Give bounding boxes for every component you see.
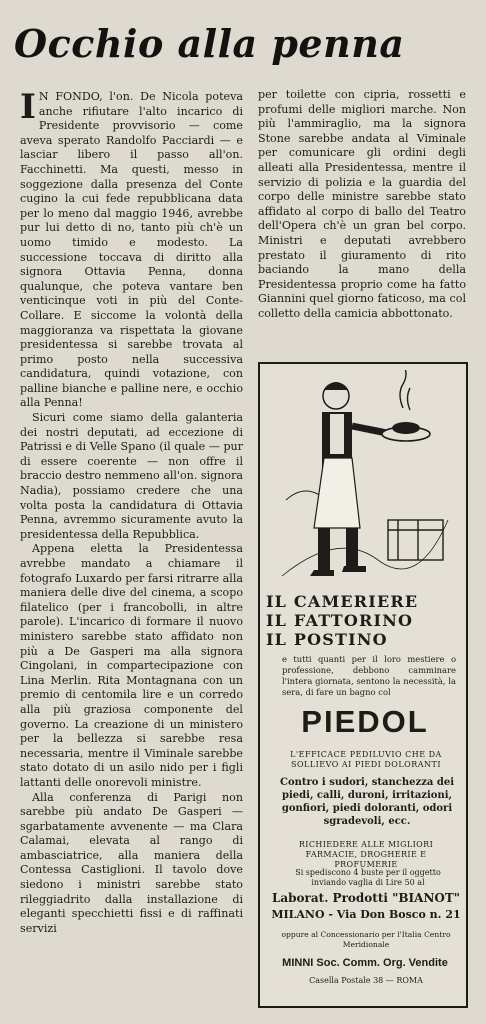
paragraph-4: Alla conferenza di Parigi non sarebbe più andato De Gasperi — sgarbatamente avvenente — ma Clara Calamai, elevata al rango di ambasciatrice, alla maniera della Contessa Castiglioni. Il tavolo dove siedono i ministri sarebbe stato rileggiadrito dalla installazione di eleganti specchietti fissi e di raffinati servizi	[20, 790, 243, 935]
paragraph-3: Appena eletta la Presidentessa avrebbe mandato a chiamare il fotografo Luxardo per farsi ritrarre alla maniera delle dive del cinema, a scopo filatelico (per i francobolli, in altre parole). L'incarico di formare il nuovo ministero sarebbe stato affidato non più a De Gasperi ma alla signora Cingolani, in compartecipazione con Lina Merlin. Rita Montagnana con un premio di centomila lire e un corredo alla più graziosa componente del governo. La creazione di un ministero per la bellezza si sarebbe resa necessaria, mentre il Viminale sarebbe stato dotato di un asilo nido per i figli lattanti delle onorevoli ministre.	[20, 542, 243, 789]
ad-company-name: MINNI Soc. Comm. Org. Vendite	[282, 957, 448, 969]
paragraph-continued: per toilette con cipria, rossetti e profumi delle migliori marche. Non più l'ammiraglio, ma la signora Stone sarebbe andata al Viminale per comunicare gli ordini degli alleati alla Presidentessa, mentre il servizio di polizia e la guardia del corpo delle ministre sarebbe stato affidato al corpo di ballo del Teatro dell'Opera ch'è un gran bel corpo. Ministri e deputati avrebbero prestato il giuramento di rito baciando la mano della Presidentessa proprio come ha fatto Giannini quel giorno faticoso, ma col colletto della camicia abbottonato.	[258, 88, 466, 320]
paragraph-1	[20, 87, 243, 411]
paragraph-1-text: N FONDO, l'on. De Nicola poteva anche rifiutare l'alto incarico di Presidente provvisorio — come aveva sperato Randolfo Pacciardi — e lasciar libero il passo all'on. Facchinetti. Ma questi, messo in soggezione dalla presenza del Conte cugino la cui fede repubblicana data per lo meno dal maggio 1946, avrebbe pur lui detto di no, tanto più ch'è un uomo timido e modesto. La successione toccava di diritto alla signora Ottavia Penna, donna qualunque, che poteva vantare ben venticinque voti in più del Conte-Collare. E siccome la volontà della maggioranza va rispettata la giovane presidentessa si sarebbe trovata al primo posto nella successiva candidatura, quindi votazione, con palline bianche e palline nere, e occhio alla Penna!	[20, 90, 243, 410]
ad-concessionaire: oppure al Concessionario per l'Italia Centro Meridionale	[281, 930, 451, 949]
paragraph-2: Sicuri come siamo della galanteria dei nostri deputati, ad eccezione di Patrissi e di Velle Spano (il quale — pur di essere coerente — non offre il braccio destro nemmeno all'on. signora Nadia), possiamo credere che una volta posta la candidatura di Ottavia Penna, avremmo sicuramente avuto la presidentessa della Repubblica.	[20, 411, 243, 541]
drop-cap: I	[20, 87, 36, 127]
ad-headline-line-1: IL CAMERIERE	[266, 592, 419, 611]
ad-laboratory-name: Laborat. Prodotti "BIANOT"	[271, 891, 461, 905]
ad-order-info: Si spediscono 4 buste per il oggetto inviando vaglia di Lire 50 al	[295, 868, 441, 887]
article-title: Occhio alla penna	[14, 21, 405, 66]
article-right-column	[258, 88, 466, 322]
piedol-advertisement	[258, 362, 468, 1008]
ad-benefits-list: Contro i sudori, stanchezza dei piedi, calli, duroni, irritazioni, gonfiori, piedi doloranti, odori sgradevoli, ecc.	[279, 777, 454, 827]
ad-where-to-buy: RICHIEDERE ALLE MIGLIORI FARMACIE, DROGHERIE E PROFUMERIE	[298, 840, 434, 869]
waiter-illustration	[278, 370, 450, 584]
ad-brand-logo: PIEDOL	[301, 704, 429, 739]
ad-subtitle: L'EFFICACE PEDILUVIO CHE DA SOLLIEVO AI PIEDI DOLORANTI	[290, 750, 442, 769]
article-left-column	[20, 87, 243, 936]
ad-po-box: Casella Postale 38 — ROMA	[309, 976, 423, 985]
ad-headline-line-2: IL FATTORINO	[266, 611, 414, 630]
ad-body-text: e tutti quanti per il loro mestiere o professione, debbono camminare l'intera giornata, sentono la necessità, la sera, di fare un bagno col	[282, 654, 456, 697]
ad-address: MILANO - Via Don Bosco n. 21	[271, 908, 461, 921]
ad-headline-line-3: IL POSTINO	[266, 630, 388, 649]
ad-headline	[266, 592, 464, 649]
